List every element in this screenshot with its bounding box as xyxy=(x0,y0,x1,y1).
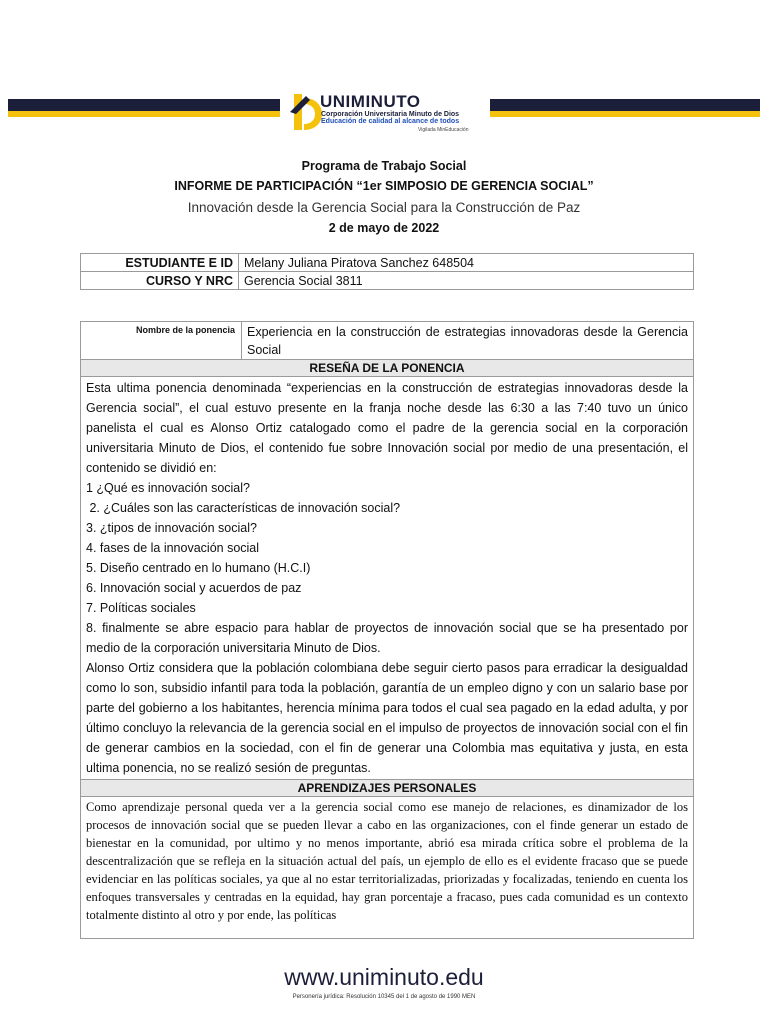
table-row xyxy=(81,360,694,377)
review-intro: Esta ultima ponencia denominada “experiencias en la construcción de estrategias innovadoras desde la Gerencia social”, el cual estuvo presente en la franja noche desde las 6:30 a las 7:40 tuvo un único panelista el cual es Alonso Ortiz catalogado como el padre de la gerencia social en la corporación universitaria Minuto de Dios, el contenido fue sobre Innovación social por medio de una presentación, el contenido se dividió en: xyxy=(86,381,688,475)
logo-line-1: Corporación Universitaria Minuto de Dios xyxy=(321,111,460,118)
list-item: 8. finalmente se abre espacio para hablar de proyectos de innovación social que se ha presentado por medio de la corporación universitaria Minuto de Dios. xyxy=(86,621,688,655)
footer-legal: Personería jurídica: Resolución 10345 del 1 de agosto de 1990 MEN xyxy=(292,994,476,1000)
list-item: 6. Innovación social y acuerdos de paz xyxy=(86,581,302,595)
table-row xyxy=(81,780,694,797)
report-date: 2 de mayo de 2022 xyxy=(328,221,440,235)
report-title: INFORME DE PARTICIPACIÓN “1er SIMPOSIO DE GERENCIA SOCIAL” xyxy=(174,179,594,193)
table-row xyxy=(81,797,694,939)
learnings-body xyxy=(81,797,694,939)
uniminuto-logo xyxy=(288,90,484,136)
talk-report-table xyxy=(80,321,694,939)
report-subtitle: Innovación desde la Gerencia Social para la Construcción de Paz xyxy=(187,200,581,215)
program-title: Programa de Trabajo Social xyxy=(301,159,467,173)
uniminuto-logo-mark-icon xyxy=(288,90,324,136)
student-info-table xyxy=(80,253,694,290)
list-item: 2. ¿Cuáles son las características de innovación social? xyxy=(86,501,401,515)
talk-name-value: Experiencia en la construcción de estrategias innovadoras desde la Gerencia Social xyxy=(242,322,694,360)
student-id-label: ESTUDIANTE E ID xyxy=(81,254,239,272)
learnings-header: APRENDIZAJES PERSONALES xyxy=(81,780,694,797)
table-row xyxy=(81,254,694,272)
list-item: 3. ¿tipos de innovación social? xyxy=(86,521,257,535)
logo-brand-text: UNIMINUTO xyxy=(320,92,421,111)
logo-line-3: Vigilada MinEducación xyxy=(418,127,469,133)
course-value: Gerencia Social 3811 xyxy=(239,272,694,290)
band-gold-stripe xyxy=(8,111,280,117)
footer-url: www.uniminuto.edu xyxy=(284,964,484,990)
review-conclusion: Alonso Ortiz considera que la población colombiana debe seguir cierto pasos para erradicar la desigualdad como lo son, subsidio infantil para toda la población, garantía de un empleo digno y con un salario base por parte del gobierno a los habitantes, herencia mínima para todos el cual sea pagado en la edad adulta, y por último concluyo la relevancia de la gerencia social en el impulso de proyectos de innovación social con el fin de generar cambios en la sociedad, con el fin de generar una Colombia mas equitativa y justa, en esta ultima ponencia, no se realizó sesión de preguntas. xyxy=(86,661,688,775)
review-body xyxy=(81,377,694,780)
list-item: 5. Diseño centrado en lo humano (H.C.I) xyxy=(86,561,311,575)
list-item: 4. fases de la innovación social xyxy=(86,541,260,555)
review-header: RESEÑA DE LA PONENCIA xyxy=(81,360,694,377)
learnings-text: Como aprendizaje personal queda ver a la gerencia social como ese manejo de relaciones, es dinamizador de los procesos de innovación social que se pueden llevar a cabo en las organizaciones, con el finde generar un estado de bienestar en la comunidad, por ultimo y no menos importante, abrió esa mirada crítica sobre el problema de la descentralización que se refleja en la situación actual del país, un ejemplo de ello es el evidente fracaso que se puede evidenciar en las políticas sociales, ya que al no estar territorializadas, priorizadas y focalizadas, teniendo en cuenta los enfoques transversales y centradas en la equidad, hay gran porcentaje a fracaso, pues cada comunidad es un contexto totalmente distinto al otro y por ende, las políticas xyxy=(86,800,688,922)
course-label: CURSO Y NRC xyxy=(81,272,239,290)
band-navy-stripe xyxy=(490,99,760,111)
list-item: 7. Políticas sociales xyxy=(86,601,196,615)
band-gold-stripe xyxy=(490,111,760,117)
header-band-left xyxy=(8,99,280,117)
header-band-right xyxy=(490,99,760,117)
table-row xyxy=(81,272,694,290)
table-row xyxy=(81,377,694,780)
logo-line-2: Educación de calidad al alcance de todos xyxy=(321,118,460,125)
table-row xyxy=(81,322,694,360)
talk-name-label: Nombre de la ponencia xyxy=(81,322,242,360)
student-id-value: Melany Juliana Piratova Sanchez 648504 xyxy=(239,254,694,272)
band-navy-stripe xyxy=(8,99,280,111)
list-item: 1 ¿Qué es innovación social? xyxy=(86,481,250,495)
